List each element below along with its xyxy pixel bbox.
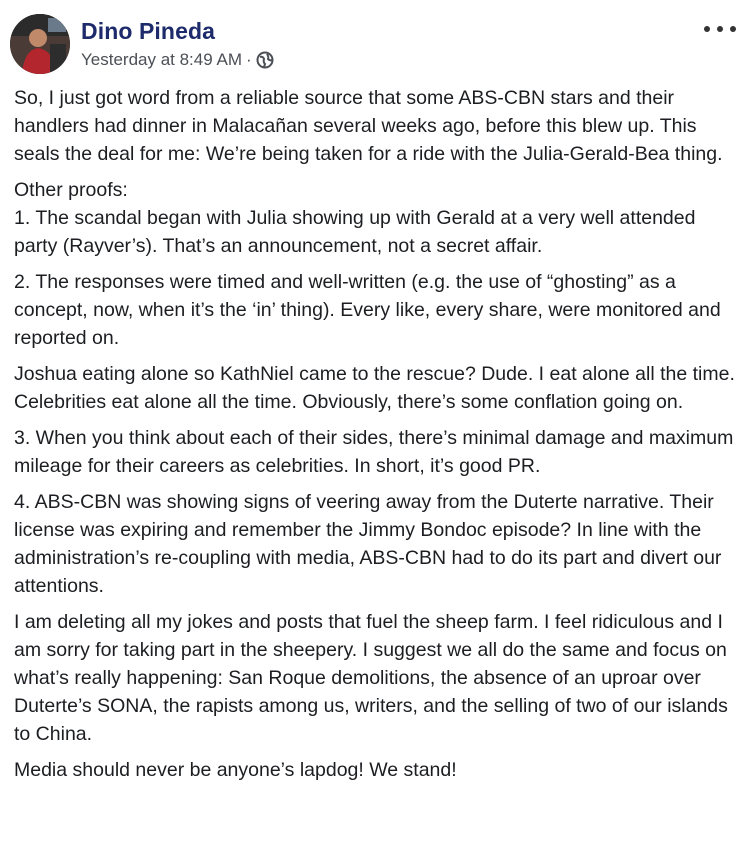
post-paragraph: Joshua eating alone so KathNiel came to the rescue? Dude. I eat alone all the time. Celebrities eat alone all the time. Obviously, there’s some conflation going on. (14, 363, 735, 413)
meta-separator: · (245, 50, 252, 69)
avatar[interactable] (10, 14, 70, 74)
post-paragraph: Media should never be anyone’s lapdog! We stand! (14, 759, 457, 781)
post-timestamp[interactable]: Yesterday at 8:49 AM (81, 50, 242, 69)
post-paragraph: 1. The scandal began with Julia showing up with Gerald at a very well attended party (Rayver’s). That’s an announcement, not a secret affair. (14, 207, 696, 257)
post-paragraph: I am deleting all my jokes and posts that fuel the sheep farm. I feel ridiculous and I am sorry for taking part in the sheepery. I suggest we all do the same and focus on what’s really happening: San Roque demolitions, the absence of an uproar over Duterte’s SONA, the rapists among us, writers, and the selling of two of our islands to China. (14, 611, 728, 745)
post-header (10, 10, 740, 74)
author-name[interactable]: Dino Pineda (81, 18, 216, 44)
post-paragraph: So, I just got word from a reliable source that some ABS-CBN stars and their handlers had dinner in Malacañan several weeks ago, before this blew up. This seals the deal for me: We’re being taken for a ride with the Julia-Gerald-Bea thing. (14, 87, 723, 165)
post-paragraph: 2. The responses were timed and well-written (e.g. the use of “ghosting” as a concept, now, when it’s the ‘in’ thing). Every like, every share, were monitored and reported on. (14, 271, 721, 349)
avatar-photo (10, 14, 70, 74)
more-options-icon[interactable] (704, 22, 736, 36)
post-meta (81, 50, 274, 70)
post-paragraph: Other proofs: (14, 179, 128, 201)
globe-icon[interactable] (256, 51, 274, 69)
post-body (14, 84, 738, 792)
post-paragraph: 3. When you think about each of their sides, there’s minimal damage and maximum mileage for their careers as celebrities. In short, it’s good PR. (14, 427, 734, 477)
post-paragraph: 4. ABS-CBN was showing signs of veering away from the Duterte narrative. Their license was expiring and remember the Jimmy Bondoc episode? In line with the administration’s re-coupling with media, ABS-CBN had to do its part and divert our attentions. (14, 491, 722, 597)
